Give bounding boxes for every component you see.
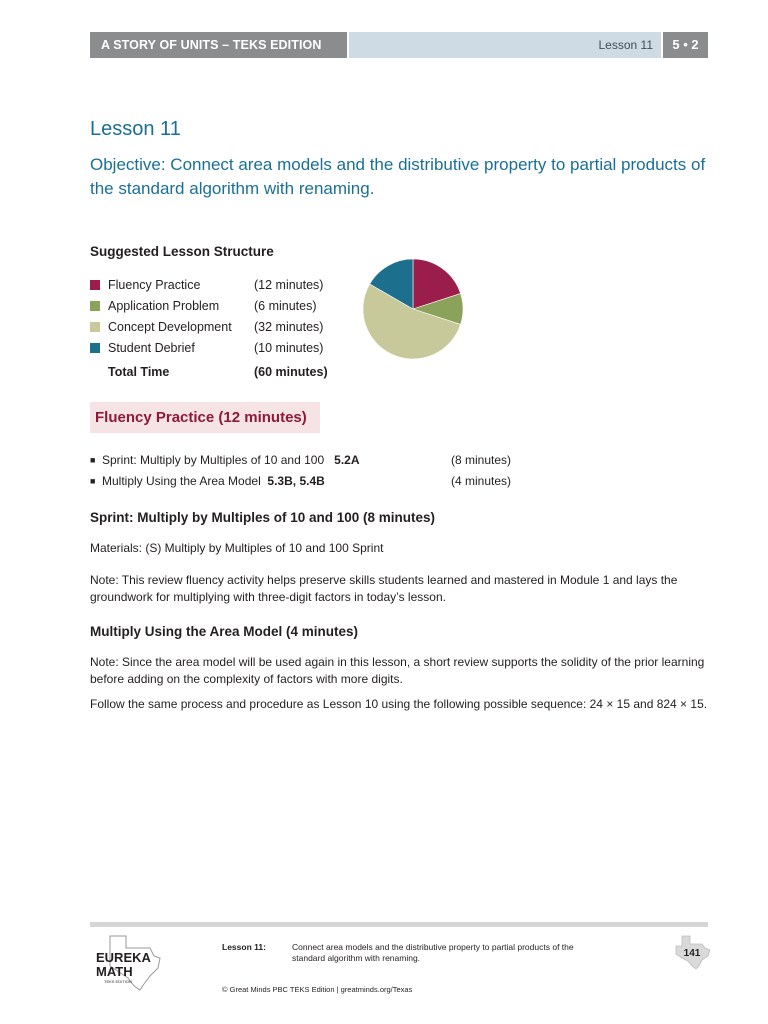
legend-swatch [90, 280, 100, 290]
bullet-time: (8 minutes) [451, 453, 512, 467]
legend-label: Fluency Practice [108, 278, 201, 292]
bullet-standard: 5.3B, 5.4B [267, 474, 325, 488]
legend-label: Student Debrief [108, 341, 195, 355]
lesson-title: Lesson 11 [90, 118, 181, 140]
sprint-note: Note: This review fluency activity helps preserve skills students learned and mastered in Module 1 and lays the groundwork for multiplying with three-digit factors in today’s lesson. [90, 573, 678, 604]
logo-word-eureka: EUREKA [96, 950, 151, 965]
bullet-icon: ■ [90, 455, 96, 465]
module-badge: 5 • 2 [663, 32, 708, 58]
page-number: 141 [683, 948, 701, 959]
bullet-text: Sprint: Multiply by Multiples of 10 and 100 [102, 453, 325, 467]
legend-time: (12 minutes) [254, 278, 324, 292]
bullet-text: Multiply Using the Area Model [102, 474, 261, 488]
lesson-objective: Objective: Connect area models and the distributive property to partial products of the standard algorithm with renaming. [90, 155, 706, 198]
fluency-heading: Fluency Practice (12 minutes) [95, 409, 307, 426]
legend-label: Application Problem [108, 299, 220, 313]
legend-label: Concept Development [108, 320, 232, 334]
logo-edition: TEKS EDITION [104, 979, 132, 984]
sprint-materials: Materials: (S) Multiply by Multiples of 10 and 100 Sprint [90, 541, 384, 555]
eureka-math-logo [88, 932, 168, 992]
legend-time: (6 minutes) [254, 299, 317, 313]
structure-heading: Suggested Lesson Structure [90, 244, 274, 259]
sprint-heading: Sprint: Multiply by Multiples of 10 and 100 (8 minutes) [90, 510, 436, 525]
total-time: (60 minutes) [254, 365, 328, 379]
legend-swatch [90, 322, 100, 332]
bullet-time: (4 minutes) [451, 474, 512, 488]
legend-swatch [90, 301, 100, 311]
logo-word-math: MATH [96, 964, 133, 979]
footer-description: Connect area models and the distributive property to partial products of the standard algorithm with renaming. [292, 942, 574, 963]
bullet-standard: 5.2A [334, 453, 360, 467]
page-number-badge [672, 934, 712, 970]
area-model-heading: Multiply Using the Area Model (4 minutes) [90, 624, 359, 639]
area-model-note: Note: Since the area model will be used again in this lesson, a short review supports the solidity of the prior learning before adding on the complexity of factors with more digits. [90, 655, 705, 686]
legend-time: (32 minutes) [254, 320, 324, 334]
footer-copyright: © Great Minds PBC TEKS Edition | greatminds.org/Texas [222, 985, 413, 994]
legend-time: (10 minutes) [254, 341, 324, 355]
bullet-icon: ■ [90, 476, 96, 486]
total-label: Total Time [108, 365, 170, 379]
lesson-structure-pie-chart [360, 256, 466, 362]
footer-divider [90, 922, 708, 927]
footer-lesson-label: Lesson 11: [222, 942, 266, 952]
header-lesson-label: Lesson 11 [349, 32, 661, 58]
series-title: A STORY OF UNITS – TEKS EDITION [90, 32, 347, 58]
legend-swatch [90, 343, 100, 353]
area-model-follow: Follow the same process and procedure as Lesson 10 using the following possible sequence: 24 × 15 and 824 × 15. [90, 697, 708, 711]
